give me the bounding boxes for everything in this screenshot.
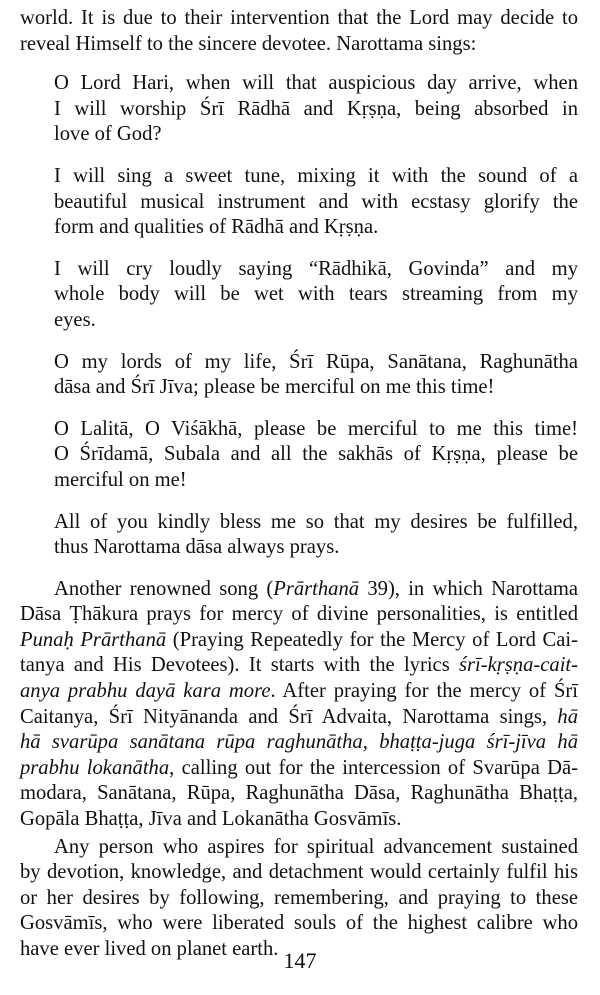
- verse-stanza: [54, 350, 578, 401]
- text-line: [20, 679, 578, 705]
- italic-title: Punaḥ Prārthanā: [20, 628, 167, 651]
- text-line: reveal Himself to the sincere devotee. Narottama sings:: [20, 32, 477, 55]
- text-line: [20, 628, 578, 654]
- verse-line: I will worship Śrī Rādhā and Kṛṣṇa, being absorbed in: [54, 97, 578, 120]
- verse-line: beautiful musical instrument and with ecstasy glorify the: [54, 190, 578, 213]
- lead-paragraph: [20, 6, 578, 57]
- text-line: [20, 577, 578, 603]
- text-line: Any person who aspires for spiritual advancement sustained: [54, 835, 578, 858]
- italic-lyric: hā svarūpa sanātana rūpa raghunātha, bhaṭṭa-juga śrī-jīva hā: [20, 731, 578, 754]
- text-line: world. It is due to their intervention that the Lord may decide to: [20, 7, 578, 29]
- text-run: (Praying Repeatedly for the Mercy of Lord Cai-: [166, 628, 578, 651]
- verse-stanza: [54, 71, 578, 148]
- text-line: [20, 653, 578, 679]
- verse-line: I will cry loudly saying “Rādhikā, Govinda” and my: [54, 257, 578, 280]
- verse-stanza: [54, 164, 578, 241]
- text-run: 39), in which Narottama: [359, 577, 579, 600]
- verse-line: O Śrīdamā, Subala and all the sakhās of Kṛṣṇa, please be: [54, 443, 578, 466]
- text-line: or her desires by following, remembering, and praying to these: [20, 886, 578, 909]
- text-line: [20, 756, 578, 782]
- verse-line: O Lord Hari, when will that auspicious day arrive, when: [54, 72, 578, 95]
- italic-lyric: prabhu lokanātha: [20, 756, 170, 779]
- verse-stanza: [54, 417, 578, 494]
- italic-title: Prārthanā: [273, 577, 360, 600]
- text-run: . After praying for the mercy of Śrī: [270, 680, 578, 703]
- text-run: tanya and His Devotees). It starts with the lyrics: [20, 654, 460, 677]
- verse-line: eyes.: [54, 308, 96, 331]
- text-line: [20, 705, 578, 731]
- verse-line: All of you kindly bless me so that my desires be fulfilled,: [54, 510, 578, 533]
- verse-stanza: [54, 510, 578, 561]
- verse-line: love of God?: [54, 123, 162, 146]
- text-line: modara, Sanātana, Rūpa, Raghunātha Dāsa, Raghunātha Bhaṭṭa,: [20, 782, 578, 805]
- italic-lyric: hā: [557, 705, 578, 728]
- text-run: Another renowned song (: [54, 577, 274, 600]
- text-line: Gosvāmīs, who were liberated souls of the highest calibre who: [20, 912, 578, 935]
- text-line: [20, 730, 578, 756]
- verse-line: dāsa and Śrī Jīva; please be merciful on me this time!: [54, 376, 495, 399]
- text-line: Dāsa Ṭhākura prays for mercy of divine personalities, is entitled: [20, 603, 578, 626]
- body-paragraph: [20, 835, 578, 963]
- italic-lyric: anya prabhu dayā kara more: [20, 680, 271, 703]
- verse-line: whole body will be wet with tears streaming from my: [54, 283, 578, 306]
- text-line: by devotion, knowledge, and detachment would certainly fulfil his: [20, 861, 578, 884]
- text-run: Caitanya, Śrī Nityānanda and Śrī Advaita, Narottama sings,: [20, 705, 558, 728]
- italic-lyric: śrī-kṛṣṇa-cait-: [459, 654, 578, 677]
- text-line: have ever lived on planet earth.: [20, 938, 279, 960]
- verse-line: form and qualities of Rādhā and Kṛṣṇa.: [54, 216, 379, 239]
- page-number: 147: [283, 948, 317, 973]
- body-paragraph: [20, 577, 578, 833]
- verse-line: I will sing a sweet tune, mixing it with the sound of a: [54, 164, 578, 187]
- verse-line: O Lalitā, O Viśākhā, please be merciful to me this time!: [54, 417, 578, 440]
- verse-line: merciful on me!: [54, 468, 187, 491]
- verse-line: O my lords of my life, Śrī Rūpa, Sanātana, Raghunātha: [54, 350, 578, 373]
- verse-stanza: [54, 257, 578, 334]
- verse-block: [20, 71, 578, 561]
- text-run: , calling out for the intercession of Svarūpa Dā-: [169, 756, 579, 779]
- text-line: Gopāla Bhaṭṭa, Jīva and Lokanātha Gosvāmīs.: [20, 808, 402, 831]
- verse-line: thus Narottama dāsa always prays.: [54, 536, 340, 559]
